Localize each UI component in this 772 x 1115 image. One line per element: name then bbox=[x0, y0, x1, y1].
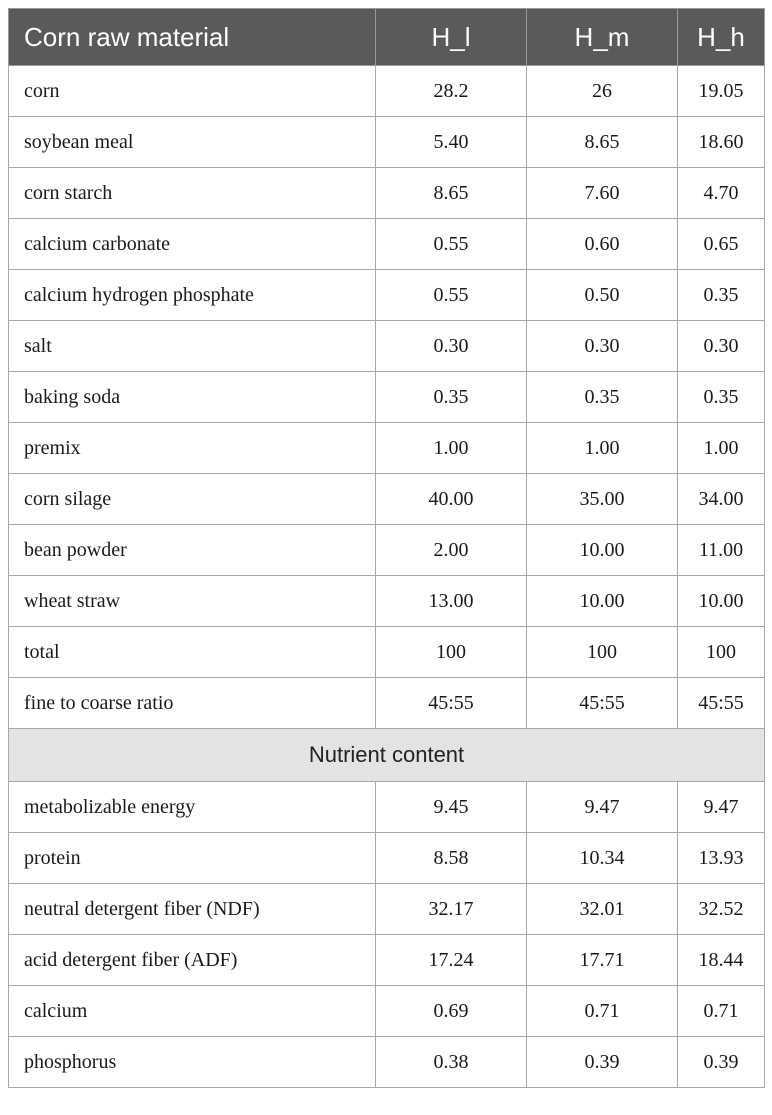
cell-value: 40.00 bbox=[376, 474, 527, 525]
row-label: calcium hydrogen phosphate bbox=[9, 270, 376, 321]
cell-value: 8.65 bbox=[527, 117, 678, 168]
section-title: Nutrient content bbox=[9, 729, 765, 782]
table-row bbox=[9, 372, 765, 423]
header-h-h: H_h bbox=[678, 9, 765, 66]
cell-value: 9.47 bbox=[678, 782, 765, 833]
row-label: calcium bbox=[9, 986, 376, 1037]
cell-value: 19.05 bbox=[678, 66, 765, 117]
header-raw-material: Corn raw material bbox=[9, 9, 376, 66]
cell-value: 10.00 bbox=[527, 525, 678, 576]
cell-value: 0.30 bbox=[527, 321, 678, 372]
cell-value: 8.65 bbox=[376, 168, 527, 219]
cell-value: 0.69 bbox=[376, 986, 527, 1037]
table-row bbox=[9, 678, 765, 729]
cell-value: 1.00 bbox=[527, 423, 678, 474]
table-row bbox=[9, 117, 765, 168]
cell-value: 17.71 bbox=[527, 935, 678, 986]
cell-value: 0.39 bbox=[678, 1037, 765, 1088]
table-row bbox=[9, 168, 765, 219]
cell-value: 17.24 bbox=[376, 935, 527, 986]
row-label: wheat straw bbox=[9, 576, 376, 627]
table-row bbox=[9, 525, 765, 576]
header-h-m: H_m bbox=[527, 9, 678, 66]
row-label: salt bbox=[9, 321, 376, 372]
cell-value: 18.44 bbox=[678, 935, 765, 986]
cell-value: 34.00 bbox=[678, 474, 765, 525]
cell-value: 10.00 bbox=[678, 576, 765, 627]
cell-value: 9.45 bbox=[376, 782, 527, 833]
row-label: corn silage bbox=[9, 474, 376, 525]
diet-composition-table bbox=[8, 8, 765, 1088]
table-row bbox=[9, 782, 765, 833]
cell-value: 0.65 bbox=[678, 219, 765, 270]
table-row bbox=[9, 627, 765, 678]
row-label: protein bbox=[9, 833, 376, 884]
table-row bbox=[9, 219, 765, 270]
cell-value: 32.17 bbox=[376, 884, 527, 935]
cell-value: 26 bbox=[527, 66, 678, 117]
cell-value: 35.00 bbox=[527, 474, 678, 525]
table-row bbox=[9, 321, 765, 372]
row-label: metabolizable energy bbox=[9, 782, 376, 833]
cell-value: 13.00 bbox=[376, 576, 527, 627]
cell-value: 11.00 bbox=[678, 525, 765, 576]
table-header bbox=[9, 9, 765, 66]
cell-value: 0.35 bbox=[678, 270, 765, 321]
row-label: total bbox=[9, 627, 376, 678]
row-label: calcium carbonate bbox=[9, 219, 376, 270]
cell-value: 18.60 bbox=[678, 117, 765, 168]
cell-value: 0.30 bbox=[376, 321, 527, 372]
cell-value: 100 bbox=[376, 627, 527, 678]
cell-value: 0.30 bbox=[678, 321, 765, 372]
cell-value: 8.58 bbox=[376, 833, 527, 884]
cell-value: 9.47 bbox=[527, 782, 678, 833]
row-label: fine to coarse ratio bbox=[9, 678, 376, 729]
cell-value: 32.01 bbox=[527, 884, 678, 935]
cell-value: 100 bbox=[678, 627, 765, 678]
row-label: soybean meal bbox=[9, 117, 376, 168]
cell-value: 0.71 bbox=[527, 986, 678, 1037]
table-row bbox=[9, 986, 765, 1037]
cell-value: 45:55 bbox=[527, 678, 678, 729]
cell-value: 45:55 bbox=[376, 678, 527, 729]
row-label: phosphorus bbox=[9, 1037, 376, 1088]
table-row bbox=[9, 884, 765, 935]
header-row bbox=[9, 9, 765, 66]
cell-value: 4.70 bbox=[678, 168, 765, 219]
table-row bbox=[9, 1037, 765, 1088]
cell-value: 1.00 bbox=[376, 423, 527, 474]
table-row bbox=[9, 833, 765, 884]
row-label: acid detergent fiber (ADF) bbox=[9, 935, 376, 986]
cell-value: 10.00 bbox=[527, 576, 678, 627]
cell-value: 0.35 bbox=[678, 372, 765, 423]
row-label: premix bbox=[9, 423, 376, 474]
cell-value: 10.34 bbox=[527, 833, 678, 884]
cell-value: 7.60 bbox=[527, 168, 678, 219]
section-row-nutrient-content bbox=[9, 729, 765, 782]
row-label: corn bbox=[9, 66, 376, 117]
table-row bbox=[9, 576, 765, 627]
cell-value: 0.35 bbox=[376, 372, 527, 423]
cell-value: 0.38 bbox=[376, 1037, 527, 1088]
row-label: bean powder bbox=[9, 525, 376, 576]
cell-value: 5.40 bbox=[376, 117, 527, 168]
cell-value: 0.50 bbox=[527, 270, 678, 321]
table-row bbox=[9, 935, 765, 986]
table-body bbox=[9, 66, 765, 1088]
header-h-l: H_l bbox=[376, 9, 527, 66]
row-label: neutral detergent fiber (NDF) bbox=[9, 884, 376, 935]
cell-value: 0.60 bbox=[527, 219, 678, 270]
cell-value: 13.93 bbox=[678, 833, 765, 884]
table-row bbox=[9, 66, 765, 117]
cell-value: 45:55 bbox=[678, 678, 765, 729]
table-row bbox=[9, 270, 765, 321]
row-label: corn starch bbox=[9, 168, 376, 219]
cell-value: 0.35 bbox=[527, 372, 678, 423]
cell-value: 2.00 bbox=[376, 525, 527, 576]
cell-value: 1.00 bbox=[678, 423, 765, 474]
cell-value: 100 bbox=[527, 627, 678, 678]
cell-value: 32.52 bbox=[678, 884, 765, 935]
cell-value: 0.55 bbox=[376, 219, 527, 270]
table-row bbox=[9, 474, 765, 525]
row-label: baking soda bbox=[9, 372, 376, 423]
cell-value: 0.55 bbox=[376, 270, 527, 321]
cell-value: 0.39 bbox=[527, 1037, 678, 1088]
cell-value: 28.2 bbox=[376, 66, 527, 117]
table-row bbox=[9, 423, 765, 474]
cell-value: 0.71 bbox=[678, 986, 765, 1037]
